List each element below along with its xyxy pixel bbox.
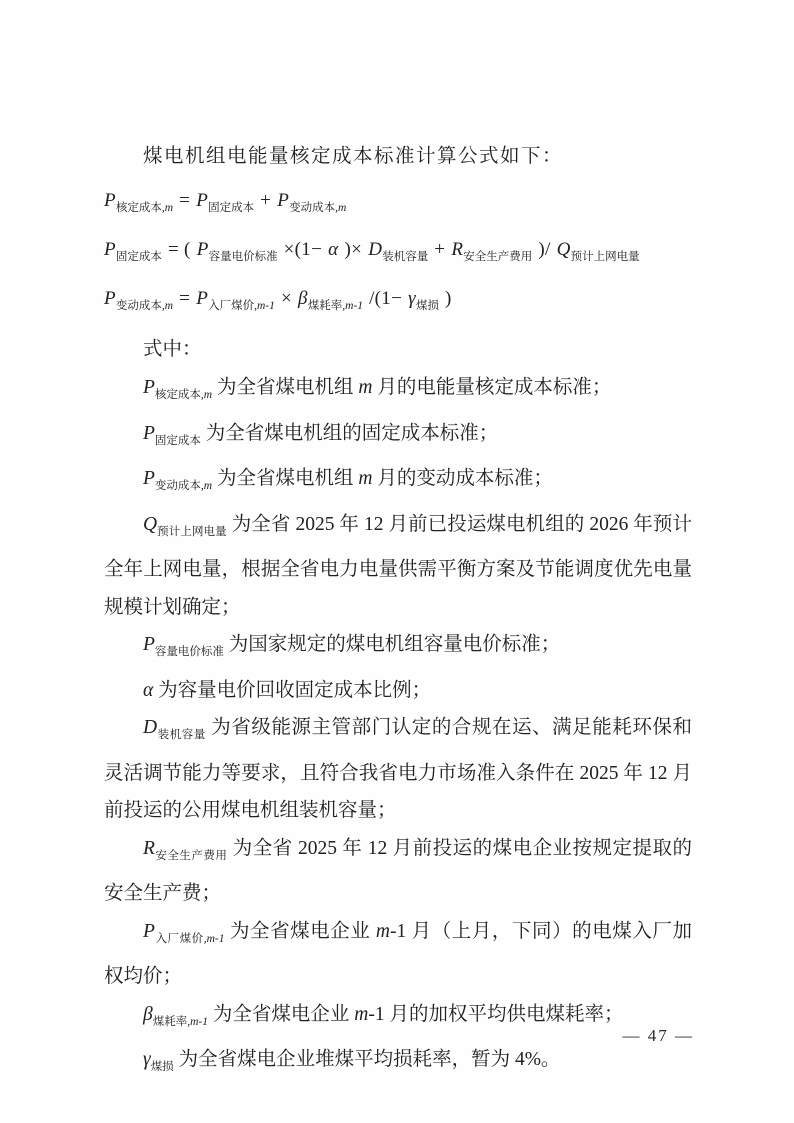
formula-variable: P <box>143 920 155 942</box>
formula-subscript: 煤耗率 <box>152 1015 188 1028</box>
formula-variable: α <box>143 679 154 701</box>
formula-subscript: 煤损 <box>150 1061 174 1073</box>
formula-variable: P <box>143 377 155 398</box>
formula-variable: γ <box>143 1049 151 1070</box>
formula-subscript: 变动成本 <box>154 480 201 492</box>
formula-subscript: 核定成本 <box>154 389 201 401</box>
formula-intro-text: 煤电机组电能量核定成本标准计算公式如下： <box>143 146 564 167</box>
definition-paragraph <box>104 626 692 672</box>
formula-operator: ×(1− <box>278 239 328 260</box>
formula-subscript: 入厂煤价 <box>208 300 255 312</box>
formula-subscript: 煤损 <box>415 300 439 312</box>
formula-variable: γ <box>408 288 416 309</box>
formula-variable: m <box>354 1003 369 1025</box>
definition-text: -1 月（上月，下同）的电煤入厂加权均价； <box>104 920 692 987</box>
formula-variable: β <box>143 1003 153 1025</box>
formula-variable: β <box>298 288 308 309</box>
definition-text: 为全省煤电机组的固定成本标准； <box>200 422 499 444</box>
formula-variable: P <box>196 190 209 211</box>
formula-subscript: 变动成本 <box>115 300 162 312</box>
formula-subscript-index: ,m <box>200 389 213 401</box>
formula-variable: P <box>104 239 116 260</box>
formula-operator: ) <box>439 288 452 309</box>
formula-variable: P <box>277 190 290 211</box>
formula-line <box>104 278 692 327</box>
definition-text: 为省级能源主管部门认定的合规在运、满足能耗环保和灵活调节能力等要求，且符合我省电力市场准入条件在 2025 年 12 月前投运的公用煤电机组装机容量； <box>104 717 692 821</box>
formula-subscript-index: ,m-1 <box>254 300 275 312</box>
formula-subscript-index: ,m <box>161 202 174 214</box>
formula-subscript-index: ,m-1 <box>342 300 364 312</box>
definition-paragraph <box>104 506 692 627</box>
definition-paragraph <box>104 709 692 830</box>
definition-list <box>104 369 692 1087</box>
formula-variable: m <box>375 920 390 942</box>
formula-subscript: 装机容量 <box>382 251 429 263</box>
definition-text: 为国家规定的煤电机组容量电价标准； <box>223 634 561 655</box>
formula-variable: Q <box>556 239 571 260</box>
formula-subscript: 预计上网电量 <box>570 251 640 263</box>
formula-subscript: 固定成本 <box>154 434 201 447</box>
formula-subscript: 煤耗率 <box>307 300 343 312</box>
formula-subscript: 容量电价标准 <box>208 251 278 263</box>
formula-subscript: 安全生产费用 <box>154 849 228 862</box>
definition-paragraph <box>104 460 692 506</box>
definition-text: 为容量电价回收固定成本比例； <box>153 679 432 701</box>
definition-text: 为全省 2025 年 12 月前投运的煤电企业按规定提取的安全生产费； <box>104 837 692 904</box>
formula-subscript-index: ,m <box>335 202 347 214</box>
formula-variable: α <box>328 239 339 260</box>
formula-operator: × <box>275 288 298 309</box>
definition-paragraph <box>104 369 692 415</box>
formula-operator: = <box>174 190 196 211</box>
definition-paragraph <box>104 415 692 461</box>
formula-subscript-index: ,m-1 <box>187 1015 208 1028</box>
formula-operator: = <box>174 288 196 309</box>
formula-variable: Q <box>143 513 158 535</box>
formula-subscript: 核定成本 <box>115 202 162 214</box>
formula-operator: )× <box>339 239 368 260</box>
definition-text: 为全省煤电机组 <box>212 377 359 398</box>
formula-subscript-index: ,m-1 <box>203 932 225 945</box>
formula-operator: + <box>429 239 451 260</box>
formula-operator: )/ <box>533 239 556 260</box>
formula-subscript-index: ,m <box>161 300 174 312</box>
formula-variable: P <box>104 288 116 309</box>
formula-variable: P <box>196 239 209 260</box>
formula-line <box>104 229 692 278</box>
formula-variable: P <box>104 190 116 211</box>
formula-list <box>104 180 692 327</box>
page-number: — 47 — <box>622 1026 694 1045</box>
formula-subscript: 容量电价标准 <box>154 646 224 658</box>
definition-text: 为全省煤电企业 <box>207 1003 355 1025</box>
definition-paragraph <box>104 1041 692 1087</box>
page-content <box>104 142 692 1087</box>
definition-text: 为全省 2025 年 12 月前已投运煤电机组的 2026 年预计全年上网电量，根据全省电力电量供需平衡方案及节能调度优先电量规模计划确定； <box>104 513 692 618</box>
where-label: 式中： <box>143 339 202 360</box>
formula-subscript-index: ,m <box>200 480 213 492</box>
formula-variable: P <box>143 634 155 655</box>
formula-subscript: 预计上网电量 <box>157 525 227 538</box>
formula-variable: R <box>451 239 464 260</box>
formula-variable: P <box>143 422 155 444</box>
definition-text: -1 月的加权平均供电煤耗率； <box>368 1003 624 1025</box>
formula-variable: D <box>143 717 158 738</box>
formula-subscript: 变动成本 <box>289 202 336 214</box>
formula-subscript: 装机容量 <box>157 729 206 741</box>
definition-paragraph <box>104 830 692 913</box>
formula-operator: /(1− <box>364 288 408 309</box>
formula-operator: = ( <box>162 239 196 260</box>
definition-text: 为全省煤电机组 <box>212 468 359 489</box>
formula-subscript: 安全生产费用 <box>463 251 533 263</box>
definition-text: 月的电能量核定成本标准； <box>372 377 612 398</box>
formula-variable: R <box>143 837 155 859</box>
formula-subscript: 入厂煤价 <box>154 932 204 945</box>
definition-paragraph <box>104 672 692 710</box>
formula-variable: P <box>196 288 209 309</box>
formula-variable: m <box>358 468 373 489</box>
definition-text: 为全省煤电企业 <box>224 920 376 942</box>
formula-operator: + <box>255 190 277 211</box>
formula-variable: D <box>368 239 383 260</box>
formula-line <box>104 180 692 229</box>
formula-variable: P <box>143 468 155 489</box>
formula-variable: m <box>358 377 373 398</box>
definition-paragraph <box>104 996 692 1042</box>
formula-subscript: 固定成本 <box>208 202 255 214</box>
definition-text: 为全省煤电企业堆煤平均损耗率，暂为 4%。 <box>173 1049 561 1070</box>
formula-subscript: 固定成本 <box>115 251 162 263</box>
definition-text: 月的变动成本标准； <box>372 468 553 489</box>
definition-paragraph <box>104 913 692 996</box>
